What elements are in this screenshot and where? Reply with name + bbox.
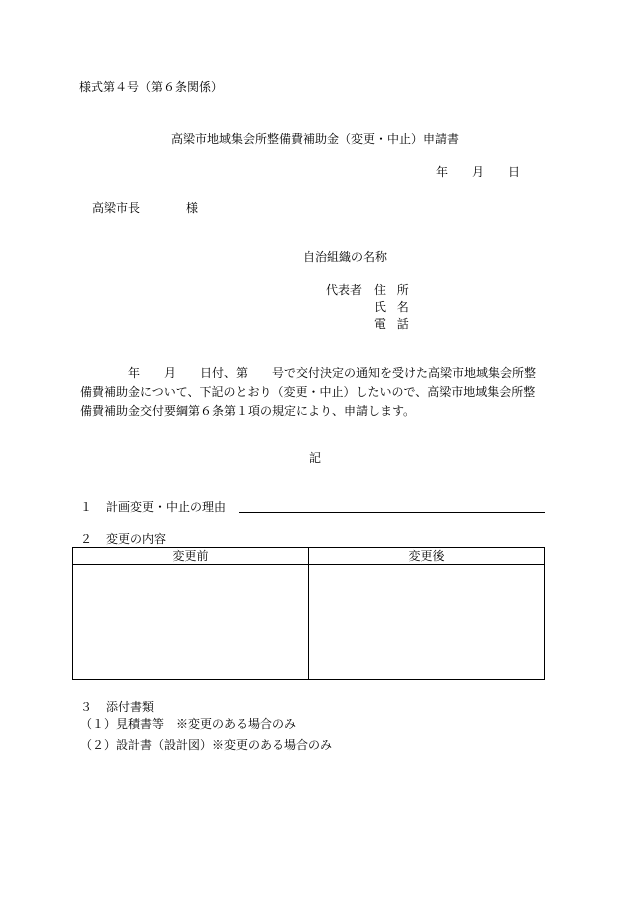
after-cell[interactable] [309,565,545,680]
rep-phone-row [326,316,420,333]
item-2-number: ２ [80,532,93,546]
reason-entry-line[interactable] [239,512,545,513]
rep-address-row [326,282,420,299]
date-day-label: 日 [508,165,521,179]
date-month-label: 月 [472,165,485,179]
item-2-changes [80,531,166,547]
item-2-label: 変更の内容 [106,532,167,546]
rep-label: 代表者 [326,283,363,297]
item-1-number: １ [80,500,93,514]
form-number: 様式第４号（第６条関係） [79,80,224,94]
phone-label: 電話 [374,317,420,331]
document-title: 高梁市地域集会所整備費補助金（変更・中止）申請書 [170,132,459,146]
after-header: 変更後 [309,548,545,565]
addressee-name: 高梁市長 [92,201,141,215]
item-1-label: 計画変更・中止の理由 [106,500,227,514]
date-year-label: 年 [436,165,449,179]
addressee-honorific: 様 [186,201,199,215]
ki-heading: 記 [308,451,321,465]
attachment-item: （２）設計書（設計図）※変更のある場合のみ [80,738,333,752]
attachment-item: （１）見積書等 ※変更のある場合のみ [80,717,297,731]
representative-block [326,282,420,333]
name-label: 氏名 [374,300,420,314]
before-header: 変更前 [73,548,309,565]
body-paragraph: 年 月 日付、第 号で交付決定の通知を受けた高梁市地域集会所整備費補助金について、下記のとおり（変更・中止）したいので、高梁市地域集会所整備費補助金交付要綱第６条第１項の規定により、申請します。 [80,366,537,418]
org-name-label: 自治組織の名称 [303,250,388,264]
rep-name-row [326,299,420,316]
item-3-number: ３ [80,700,93,714]
item-1-reason [80,499,226,515]
item-3-label: 添付書類 [106,700,155,714]
addressee [92,200,198,216]
item-3-attachments [80,699,154,715]
date-line [436,164,520,180]
address-label: 住所 [374,283,420,297]
before-cell[interactable] [73,565,309,680]
change-table [72,547,545,680]
